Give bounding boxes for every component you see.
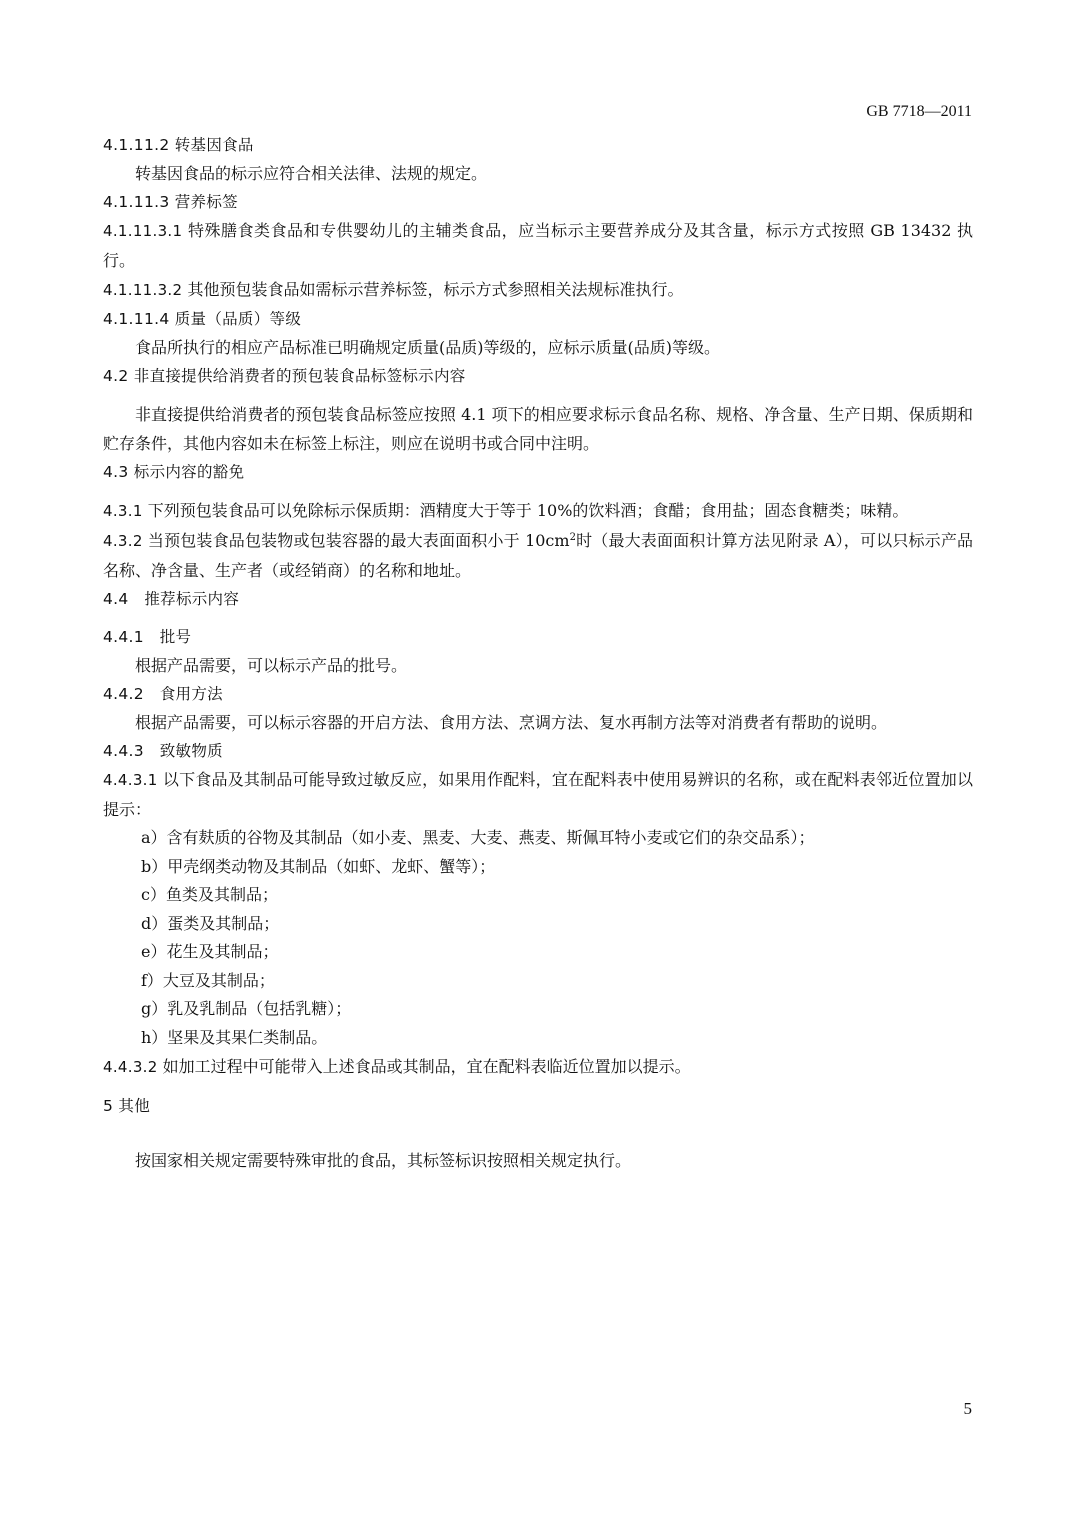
clause-4-3-1	[103, 496, 973, 526]
clause-text: 当预包装食品包装物或包装容器的最大表面面积小于 10cm	[142, 531, 570, 550]
paragraph-4-1-11-2: 转基因食品的标示应符合相关法律、法规的规定。	[135, 164, 488, 183]
superscript: 2	[569, 532, 576, 543]
paragraph-4-2: 非直接提供给消费者的预包装食品标签应按照 4.1 项下的相应要求标示食品名称、规格、净含量、生产日期、保质期和贮存条件，其他内容如未在标签上标注，则应在说明书或合同中注明。	[103, 405, 973, 453]
clause-number: 4.1.11.3.2	[103, 281, 183, 299]
heading-4-4-2: 4.4.2 食用方法	[103, 685, 223, 703]
clause-4-4-3-2	[103, 1052, 973, 1082]
heading-5: 5 其他	[103, 1097, 150, 1115]
page-number: 5	[963, 1399, 972, 1418]
clause-number: 4.4.3.1	[103, 771, 158, 789]
heading-4-1-11-4: 4.1.11.4 质量（品质）等级	[103, 310, 302, 328]
heading-4-2: 4.2 非直接提供给消费者的预包装食品标签标示内容	[103, 367, 466, 385]
list-item: b）甲壳纲类动物及其制品（如虾、龙虾、蟹等）；	[141, 856, 496, 876]
clause-number: 4.1.11.3.1	[103, 222, 183, 240]
list-item: f）大豆及其制品；	[141, 970, 275, 990]
list-item: d）蛋类及其制品；	[141, 913, 280, 933]
paragraph-5: 按国家相关规定需要特殊审批的食品，其标签标识按照相关规定执行。	[135, 1151, 632, 1170]
heading-4-4: 4.4 推荐标示内容	[103, 590, 240, 608]
clause-text: 以下食品及其制品可能导致过敏反应，如果用作配料，宜在配料表中使用易辨识的名称，或在配料表邻近位置加以提示：	[103, 770, 973, 819]
clause-number: 4.3.2	[103, 532, 143, 550]
list-item: c）鱼类及其制品；	[141, 885, 278, 904]
clause-text: 特殊膳食类食品和专供婴幼儿的主辅类食品，应当标示主要营养成分及其含量，标示方式按照 GB 13432 执行。	[103, 221, 974, 270]
clause-4-3-2	[103, 526, 973, 585]
heading-4-4-3: 4.4.3 致敏物质	[103, 742, 223, 760]
clause-text: 其他预包装食品如需标示营养标签，标示方式参照相关法规标准执行。	[187, 280, 684, 299]
document-body	[103, 131, 973, 1175]
allergen-list	[103, 824, 973, 1052]
heading-4-1-11-2: 4.1.11.2 转基因食品	[103, 136, 254, 154]
heading-4-4-1: 4.4.1 批号	[103, 628, 192, 646]
clause-4-4-3-1	[103, 765, 973, 824]
clause-text: 下列预包装食品可以免除标示保质期：酒精度大于等于 10%的饮料酒；食醋；食用盐；固态食糖类；味精。	[147, 501, 909, 520]
paragraph-4-4-1: 根据产品需要，可以标示产品的批号。	[135, 656, 408, 675]
heading-4-1-11-3: 4.1.11.3 营养标签	[103, 193, 238, 211]
paragraph-4-4-2: 根据产品需要，可以标示容器的开启方法、食用方法、烹调方法、复水再制方法等对消费者有帮助的说明。	[135, 713, 888, 732]
list-item: h）坚果及其果仁类制品。	[141, 1027, 328, 1047]
list-item: e）花生及其制品；	[141, 942, 279, 961]
paragraph-4-1-11-4: 食品所执行的相应产品标准已明确规定质量(品质)等级的，应标示质量(品质)等级。	[135, 338, 720, 357]
clause-4-1-11-3-2	[103, 275, 973, 305]
clause-number: 4.3.1	[103, 502, 143, 520]
list-item: a）含有麸质的谷物及其制品（如小麦、黑麦、大麦、燕麦、斯佩耳特小麦或它们的杂交品系）；	[141, 828, 815, 847]
standard-code: GB 7718—2011	[866, 103, 972, 120]
clause-text: 如加工过程中可能带入上述食品或其制品，宜在配料表临近位置加以提示。	[162, 1057, 691, 1076]
list-item: g）乳及乳制品（包括乳糖）；	[141, 999, 352, 1018]
clause-number: 4.4.3.2	[103, 1058, 158, 1076]
clause-4-1-11-3-1	[103, 216, 973, 275]
clause-text-continued: 时（最大表面面积计算方法见附录 A），可以只标示产品名称、净含量、生产者（或经销商）的名称和地址。	[103, 531, 973, 580]
heading-4-3: 4.3 标示内容的豁免	[103, 463, 245, 481]
